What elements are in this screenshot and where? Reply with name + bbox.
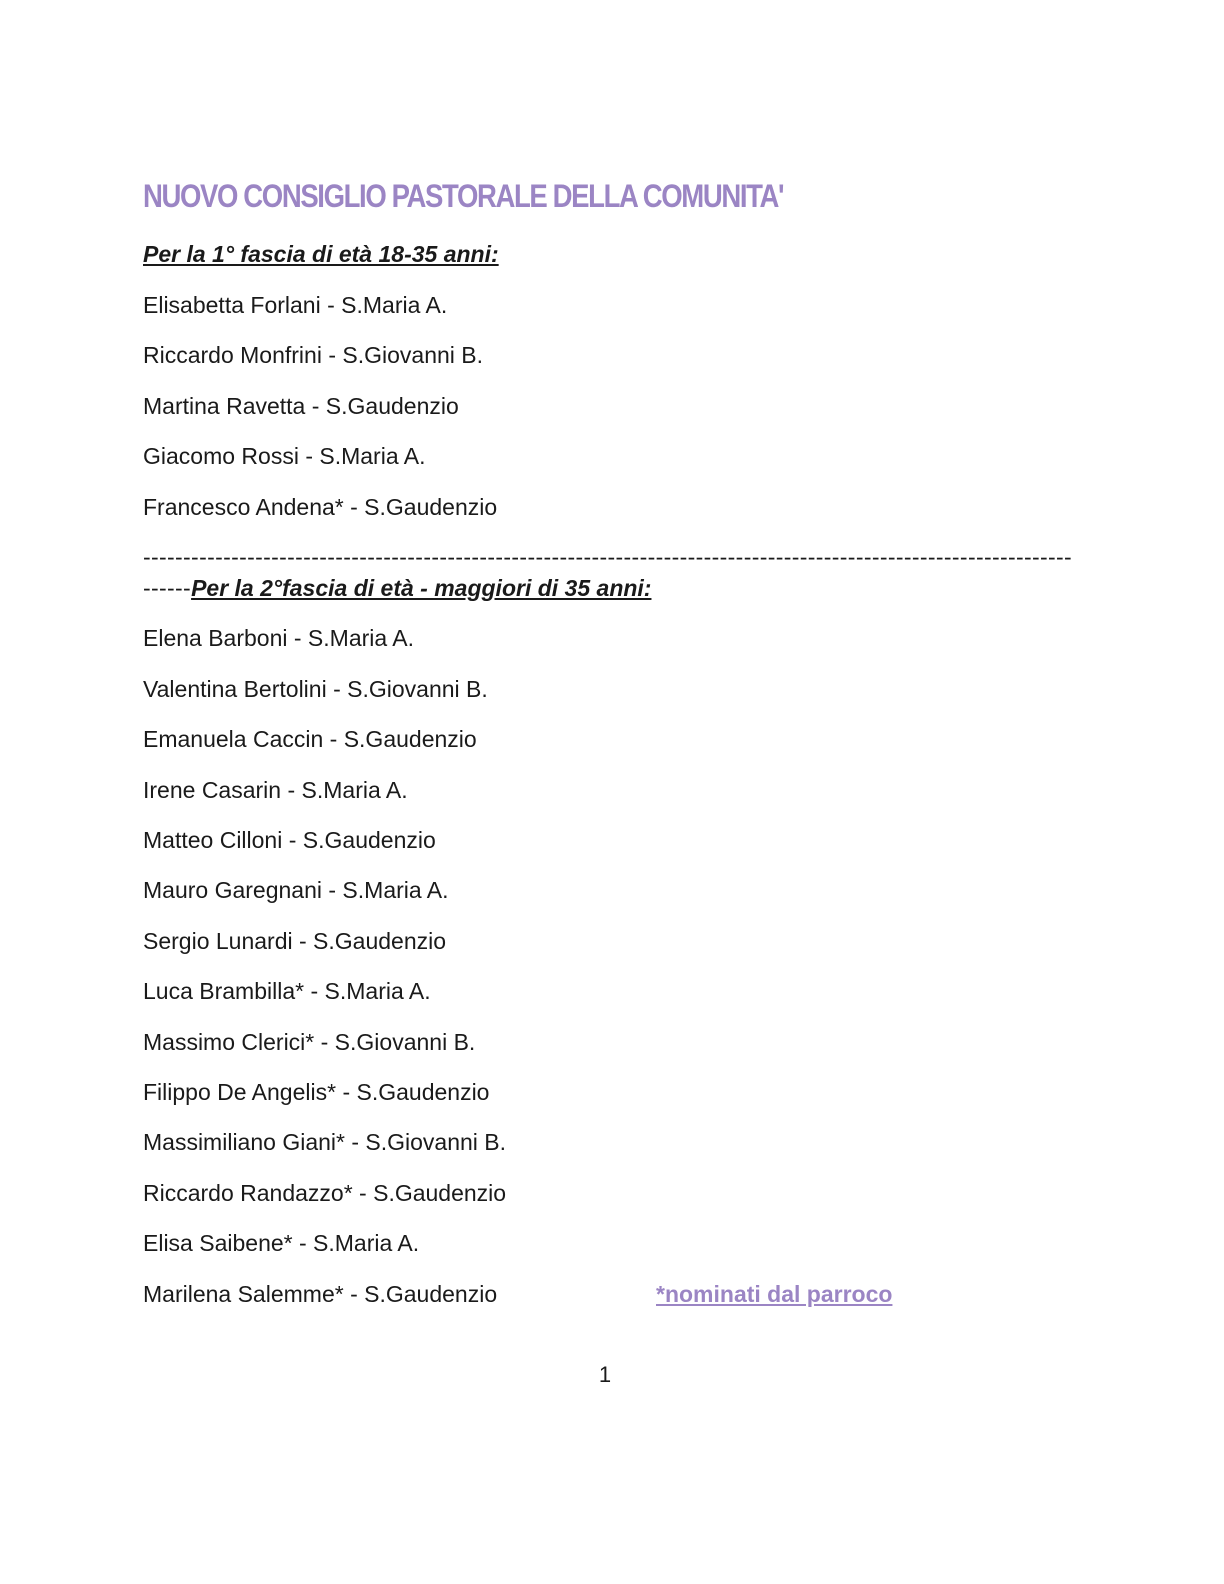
member-row: Mauro Garegnani - S.Maria A.	[143, 877, 449, 903]
member-row: Sergio Lunardi - S.Gaudenzio	[143, 928, 447, 954]
member-row: Martina Ravetta - S.Gaudenzio	[143, 393, 459, 419]
member-row: Riccardo Monfrini - S.Giovanni B.	[143, 342, 484, 368]
member-row: Filippo De Angelis* - S.Gaudenzio	[143, 1079, 490, 1105]
member-row: Elisa Saibene* - S.Maria A.	[143, 1230, 420, 1256]
member-row: Irene Casarin - S.Maria A.	[143, 777, 408, 803]
section-1-heading: Per la 1° fascia di età 18-35 anni:	[143, 241, 499, 267]
section-2-heading-line	[143, 575, 651, 602]
page-number: 1	[598, 1362, 612, 1387]
member-row: Massimiliano Giani* - S.Giovanni B.	[143, 1129, 507, 1155]
member-row: Matteo Cilloni - S.Gaudenzio	[143, 827, 436, 853]
member-row: Luca Brambilla* - S.Maria A.	[143, 978, 431, 1004]
page-title: NUOVO CONSIGLIO PASTORALE DELLA COMUNITA'	[143, 178, 784, 214]
member-row: Emanuela Caccin - S.Gaudenzio	[143, 726, 477, 752]
member-row: Elisabetta Forlani - S.Maria A.	[143, 292, 448, 318]
member-row: Marilena Salemme* - S.Gaudenzio	[143, 1281, 498, 1307]
section-2-heading: Per la 2°fascia di età - maggiori di 35 anni:	[191, 575, 652, 601]
member-row: Riccardo Randazzo* - S.Gaudenzio	[143, 1180, 507, 1206]
member-row: Valentina Bertolini - S.Giovanni B.	[143, 676, 488, 702]
separator-prefix: ------	[143, 575, 192, 601]
member-row: Francesco Andena* - S.Gaudenzio	[143, 494, 498, 520]
member-row: Elena Barboni - S.Maria A.	[143, 625, 415, 651]
section-separator: --------------------------------------------------------------------------------------------------------------------	[143, 544, 1073, 570]
footnote-nominated: *nominati dal parroco	[656, 1281, 893, 1307]
member-row: Giacomo Rossi - S.Maria A.	[143, 443, 426, 469]
member-row: Massimo Clerici* - S.Giovanni B.	[143, 1029, 476, 1055]
